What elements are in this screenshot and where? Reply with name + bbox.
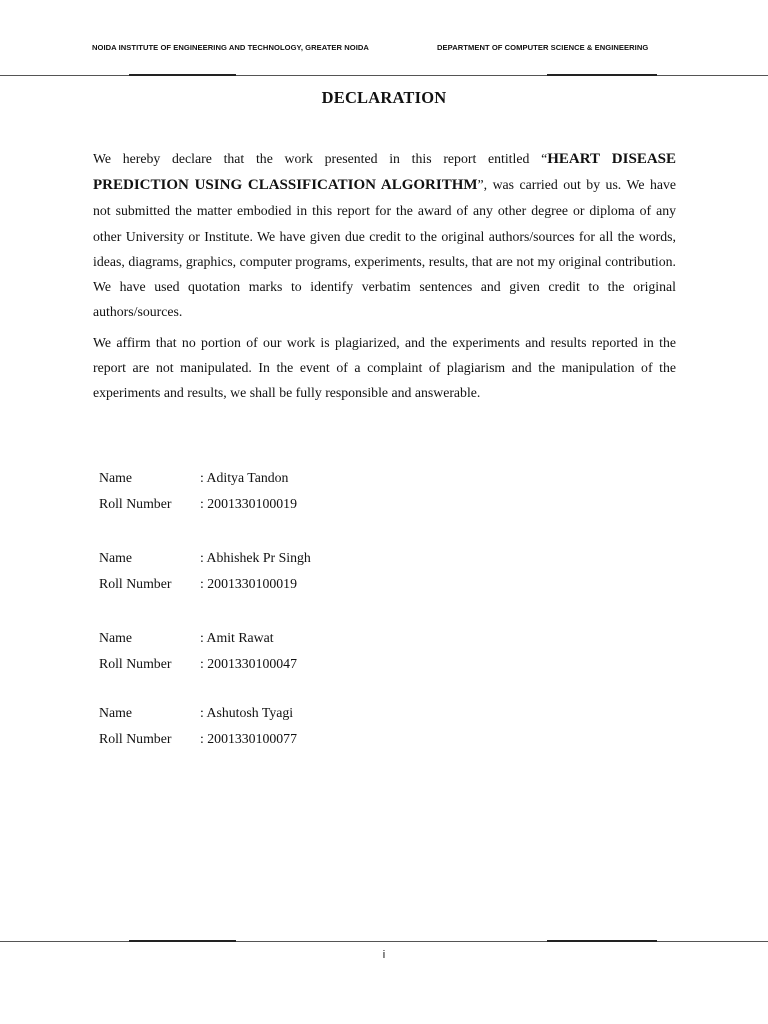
member-roll-row (99, 651, 499, 677)
name-label: Name (99, 630, 132, 645)
footer-divider-accent-left (129, 940, 236, 942)
member-roll-row (99, 571, 499, 597)
member-name: : Aditya Tandon (200, 470, 289, 485)
member-roll-row (99, 491, 499, 517)
member-entry (99, 545, 499, 596)
page-number: i (382, 949, 386, 961)
roll-label: Roll Number (99, 655, 172, 671)
member-roll-row (99, 726, 499, 752)
member-name-row (99, 700, 499, 726)
member-name: : Ashutosh Tyagi (200, 705, 294, 720)
name-label: Name (99, 470, 132, 485)
member-entry (99, 465, 499, 516)
roll-label: Roll Number (99, 495, 172, 511)
member-roll: : 2001330100077 (200, 730, 297, 746)
member-name-row (99, 625, 499, 651)
footer-divider-accent-right (547, 940, 657, 942)
report-title: HEART DISEASE PREDICTION USING CLASSIFICATION ALGORITHM (93, 151, 676, 194)
member-name: : Amit Rawat (200, 630, 274, 645)
department-name: DEPARTMENT OF COMPUTER SCIENCE & ENGINEERING (437, 43, 649, 52)
page-title: DECLARATION (321, 88, 447, 107)
header-divider-accent-left (129, 74, 236, 76)
declaration-intro: We hereby declare that the work presented in this report entitled “ (93, 151, 548, 166)
declaration-paragraph (93, 146, 676, 324)
institute-name: NOIDA INSTITUTE OF ENGINEERING AND TECHNOLOGY, GREATER NOIDA (92, 43, 369, 52)
affirmation-paragraph: We affirm that no portion of our work is plagiarized, and the experiments and results reported in the report are not manipulated. In the event of a complaint of plagiarism and the manipulation of the experiments and results, we shall be fully responsible and answerable. (93, 335, 676, 401)
member-roll: : 2001330100019 (200, 495, 297, 511)
name-label: Name (99, 705, 132, 720)
member-name: : Abhishek Pr Singh (200, 550, 311, 565)
member-roll: : 2001330100019 (200, 575, 297, 591)
member-name-row (99, 545, 499, 571)
roll-label: Roll Number (99, 730, 172, 746)
declaration-body: ”, was carried out by us. We have not submitted the matter embodied in this report for the award of any other degree or diploma of any other University or Institute. We have given due credit to the original authors/sources for all the words, ideas, diagrams, graphics, computer programs, experiments, results, that are not my original contribution. We have used quotation marks to identify verbatim sentences and given credit to the original authors/sources. (93, 177, 676, 320)
member-entry (99, 700, 499, 751)
member-entry (99, 625, 499, 676)
member-name-row (99, 465, 499, 491)
member-roll: : 2001330100047 (200, 655, 297, 671)
page-header (0, 43, 768, 55)
name-label: Name (99, 550, 132, 565)
roll-label: Roll Number (99, 575, 172, 591)
header-divider-accent-right (547, 74, 657, 76)
